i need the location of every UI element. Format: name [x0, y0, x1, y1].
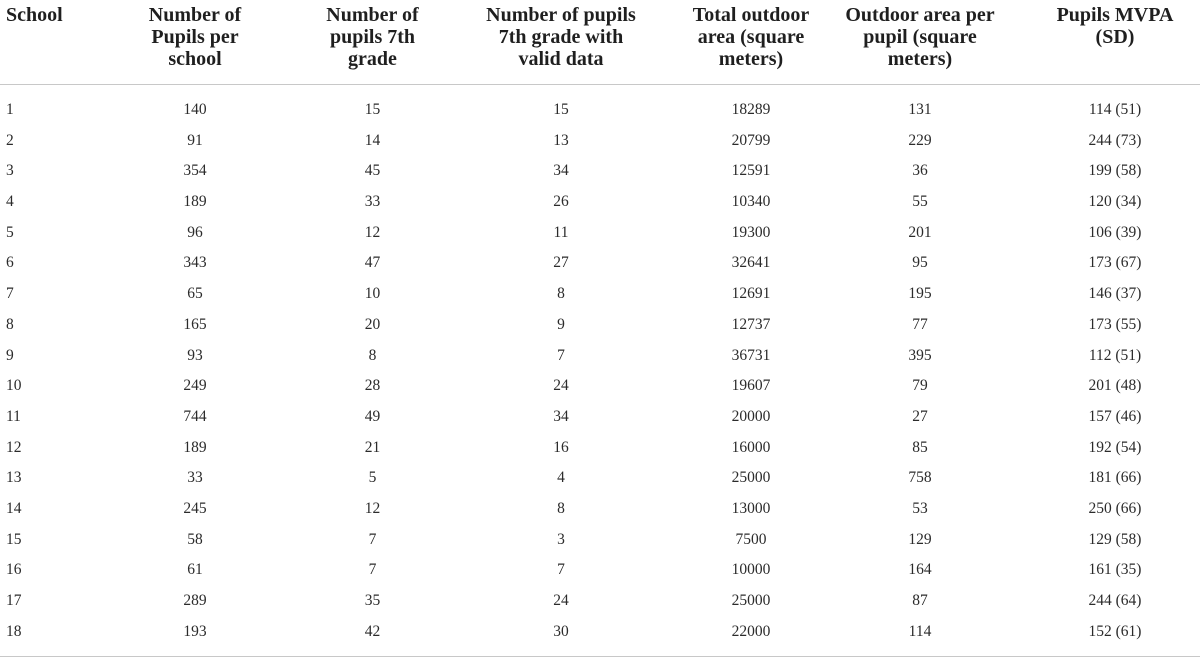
- table-row: [0, 126, 1200, 157]
- cell-pupils-7th-grade: 12: [364, 499, 381, 517]
- cell-pupils-7th-grade: 49: [364, 407, 381, 425]
- cell-total-outdoor-area: 18289: [731, 101, 771, 118]
- cell-total-outdoor-area: 32641: [731, 254, 771, 272]
- cell-school: 15: [6, 530, 22, 548]
- header-pupils-per-school: Number of Pupils per school: [148, 4, 242, 70]
- cell-area-per-pupil: 229: [908, 131, 932, 149]
- cell-pupils-mvpa: 244 (64): [1088, 592, 1142, 609]
- table-row: [0, 156, 1200, 187]
- cell-pupils-valid-data: 30: [553, 622, 569, 640]
- cell-pupils-valid-data: 34: [553, 162, 569, 180]
- table-row: [0, 433, 1200, 464]
- cell-pupils-7th-grade: 42: [364, 622, 381, 640]
- cell-pupils-mvpa: 181 (66): [1088, 469, 1142, 487]
- cell-total-outdoor-area: 12591: [731, 162, 771, 180]
- cell-pupils-valid-data: 26: [553, 193, 569, 211]
- cell-pupils-per-school: 165: [183, 315, 207, 333]
- cell-pupils-7th-grade: 5: [368, 469, 377, 487]
- cell-pupils-mvpa: 173 (55): [1088, 315, 1142, 333]
- cell-pupils-mvpa: 146 (37): [1088, 285, 1142, 303]
- table-body: [0, 95, 1200, 647]
- table-row: [0, 494, 1200, 525]
- cell-total-outdoor-area: 10000: [731, 561, 771, 579]
- cell-area-per-pupil: 201: [908, 223, 932, 241]
- header-divider: [0, 84, 1200, 85]
- cell-pupils-per-school: 58: [187, 530, 203, 548]
- cell-total-outdoor-area: 13000: [731, 499, 771, 517]
- cell-pupils-mvpa: 129 (58): [1088, 530, 1142, 548]
- cell-school: 3: [6, 162, 14, 180]
- cell-pupils-valid-data: 16: [553, 438, 569, 456]
- cell-area-per-pupil: 164: [908, 561, 932, 579]
- table-row: [0, 95, 1200, 126]
- cell-total-outdoor-area: 20799: [731, 131, 771, 149]
- cell-area-per-pupil: 195: [908, 285, 932, 303]
- table-row: [0, 463, 1200, 494]
- table-row: [0, 555, 1200, 586]
- cell-pupils-mvpa: 173 (67): [1088, 254, 1142, 272]
- cell-school: 17: [6, 592, 22, 609]
- cell-pupils-valid-data: 7: [557, 346, 565, 364]
- header-pupils-7th-grade: Number of pupils 7th grade: [326, 4, 419, 70]
- cell-pupils-per-school: 61: [187, 561, 203, 579]
- cell-total-outdoor-area: 36731: [731, 346, 771, 364]
- cell-school: 14: [6, 499, 22, 517]
- cell-total-outdoor-area: 25000: [731, 469, 771, 487]
- cell-pupils-mvpa: 161 (35): [1088, 561, 1142, 579]
- cell-pupils-per-school: 189: [183, 193, 207, 211]
- cell-pupils-mvpa: 244 (73): [1088, 131, 1142, 149]
- cell-area-per-pupil: 85: [912, 438, 928, 456]
- cell-pupils-7th-grade: 12: [364, 223, 381, 241]
- cell-pupils-7th-grade: 7: [368, 530, 377, 548]
- cell-pupils-valid-data: 4: [557, 469, 565, 487]
- cell-total-outdoor-area: 12691: [731, 285, 771, 303]
- header-area-per-pupil: Outdoor area per pupil (square meters): [845, 4, 995, 70]
- cell-pupils-mvpa: 157 (46): [1088, 407, 1142, 425]
- cell-school: 7: [6, 285, 14, 303]
- cell-pupils-mvpa: 152 (61): [1088, 622, 1142, 640]
- cell-pupils-mvpa: 112 (51): [1088, 346, 1142, 364]
- cell-pupils-per-school: 93: [187, 346, 203, 364]
- cell-pupils-per-school: 193: [183, 622, 207, 640]
- cell-pupils-valid-data: 24: [553, 377, 569, 395]
- cell-pupils-valid-data: 7: [557, 561, 565, 579]
- cell-pupils-valid-data: 3: [557, 530, 565, 548]
- cell-total-outdoor-area: 7500: [735, 530, 767, 548]
- cell-pupils-per-school: 249: [183, 377, 207, 395]
- cell-pupils-per-school: 96: [187, 223, 203, 241]
- cell-pupils-mvpa: 192 (54): [1088, 438, 1142, 456]
- table-row: [0, 310, 1200, 341]
- cell-area-per-pupil: 79: [912, 377, 928, 395]
- cell-pupils-per-school: 65: [187, 285, 203, 303]
- header-pupils-mvpa: Pupils MVPA (SD): [1056, 4, 1174, 48]
- table-row: [0, 279, 1200, 310]
- cell-pupils-7th-grade: 15: [364, 101, 381, 118]
- cell-total-outdoor-area: 10340: [731, 193, 771, 211]
- table-bottom-rule: [0, 656, 1200, 657]
- cell-school: 8: [6, 315, 14, 333]
- cell-pupils-7th-grade: 28: [364, 377, 381, 395]
- cell-school: 16: [6, 561, 22, 579]
- cell-pupils-per-school: 343: [183, 254, 207, 272]
- table-row: [0, 525, 1200, 556]
- cell-pupils-per-school: 140: [183, 101, 207, 118]
- cell-school: 11: [6, 407, 21, 425]
- cell-pupils-7th-grade: 20: [364, 315, 381, 333]
- cell-pupils-valid-data: 8: [557, 285, 565, 303]
- table-row: [0, 218, 1200, 249]
- cell-area-per-pupil: 87: [912, 592, 928, 609]
- table-row: [0, 248, 1200, 279]
- table-row: [0, 617, 1200, 648]
- cell-total-outdoor-area: 16000: [731, 438, 771, 456]
- cell-area-per-pupil: 36: [912, 162, 928, 180]
- cell-pupils-valid-data: 15: [553, 101, 569, 118]
- cell-area-per-pupil: 27: [912, 407, 928, 425]
- cell-total-outdoor-area: 19607: [731, 377, 771, 395]
- cell-total-outdoor-area: 20000: [731, 407, 771, 425]
- cell-total-outdoor-area: 25000: [731, 592, 771, 609]
- cell-pupils-mvpa: 199 (58): [1088, 162, 1142, 180]
- cell-pupils-7th-grade: 33: [364, 193, 381, 211]
- cell-pupils-valid-data: 8: [557, 499, 565, 517]
- cell-school: 10: [6, 377, 22, 395]
- cell-pupils-mvpa: 114 (51): [1088, 101, 1142, 118]
- cell-pupils-7th-grade: 45: [364, 162, 381, 180]
- cell-pupils-valid-data: 24: [553, 592, 569, 609]
- table-row: [0, 187, 1200, 218]
- cell-area-per-pupil: 758: [908, 469, 932, 487]
- cell-pupils-per-school: 189: [183, 438, 207, 456]
- cell-total-outdoor-area: 22000: [731, 622, 771, 640]
- header-school: School: [6, 4, 63, 26]
- cell-pupils-valid-data: 13: [553, 131, 569, 149]
- cell-pupils-valid-data: 11: [553, 223, 569, 241]
- cell-area-per-pupil: 53: [912, 499, 928, 517]
- cell-pupils-valid-data: 27: [553, 254, 569, 272]
- cell-area-per-pupil: 55: [912, 193, 928, 211]
- cell-total-outdoor-area: 12737: [731, 315, 771, 333]
- cell-area-per-pupil: 114: [908, 622, 932, 640]
- cell-school: 6: [6, 254, 14, 272]
- cell-pupils-mvpa: 201 (48): [1088, 377, 1142, 395]
- cell-pupils-7th-grade: 35: [364, 592, 381, 609]
- cell-pupils-mvpa: 250 (66): [1088, 499, 1142, 517]
- table-row: [0, 402, 1200, 433]
- cell-pupils-7th-grade: 14: [364, 131, 381, 149]
- cell-pupils-7th-grade: 8: [368, 346, 377, 364]
- cell-pupils-7th-grade: 47: [364, 254, 381, 272]
- cell-school: 13: [6, 469, 22, 487]
- cell-pupils-7th-grade: 10: [364, 285, 381, 303]
- cell-pupils-valid-data: 9: [557, 315, 565, 333]
- cell-pupils-per-school: 744: [183, 407, 207, 425]
- cell-pupils-per-school: 354: [183, 162, 207, 180]
- cell-area-per-pupil: 129: [908, 530, 932, 548]
- cell-area-per-pupil: 77: [912, 315, 928, 333]
- cell-area-per-pupil: 95: [912, 254, 928, 272]
- cell-pupils-mvpa: 120 (34): [1088, 193, 1142, 211]
- table-row: [0, 341, 1200, 372]
- cell-pupils-7th-grade: 21: [364, 438, 381, 456]
- cell-pupils-per-school: 33: [187, 469, 203, 487]
- table-row: [0, 371, 1200, 402]
- cell-school: 12: [6, 438, 22, 456]
- header-pupils-valid-data: Number of pupils 7th grade with valid data: [486, 4, 636, 70]
- table-header: [0, 0, 1200, 84]
- cell-total-outdoor-area: 19300: [731, 223, 771, 241]
- cell-school: 18: [6, 622, 22, 640]
- cell-pupils-per-school: 91: [187, 131, 203, 149]
- cell-school: 9: [6, 346, 14, 364]
- cell-pupils-per-school: 245: [183, 499, 207, 517]
- cell-pupils-7th-grade: 7: [368, 561, 377, 579]
- cell-school: 1: [6, 101, 14, 118]
- cell-pupils-valid-data: 34: [553, 407, 569, 425]
- cell-school: 2: [6, 131, 14, 149]
- cell-pupils-mvpa: 106 (39): [1088, 223, 1142, 241]
- cell-area-per-pupil: 131: [908, 101, 932, 118]
- table-row: [0, 586, 1200, 617]
- cell-pupils-per-school: 289: [183, 592, 207, 609]
- cell-school: 5: [6, 223, 14, 241]
- cell-area-per-pupil: 395: [908, 346, 932, 364]
- cell-school: 4: [6, 193, 14, 211]
- header-total-outdoor-area: Total outdoor area (square meters): [692, 4, 810, 70]
